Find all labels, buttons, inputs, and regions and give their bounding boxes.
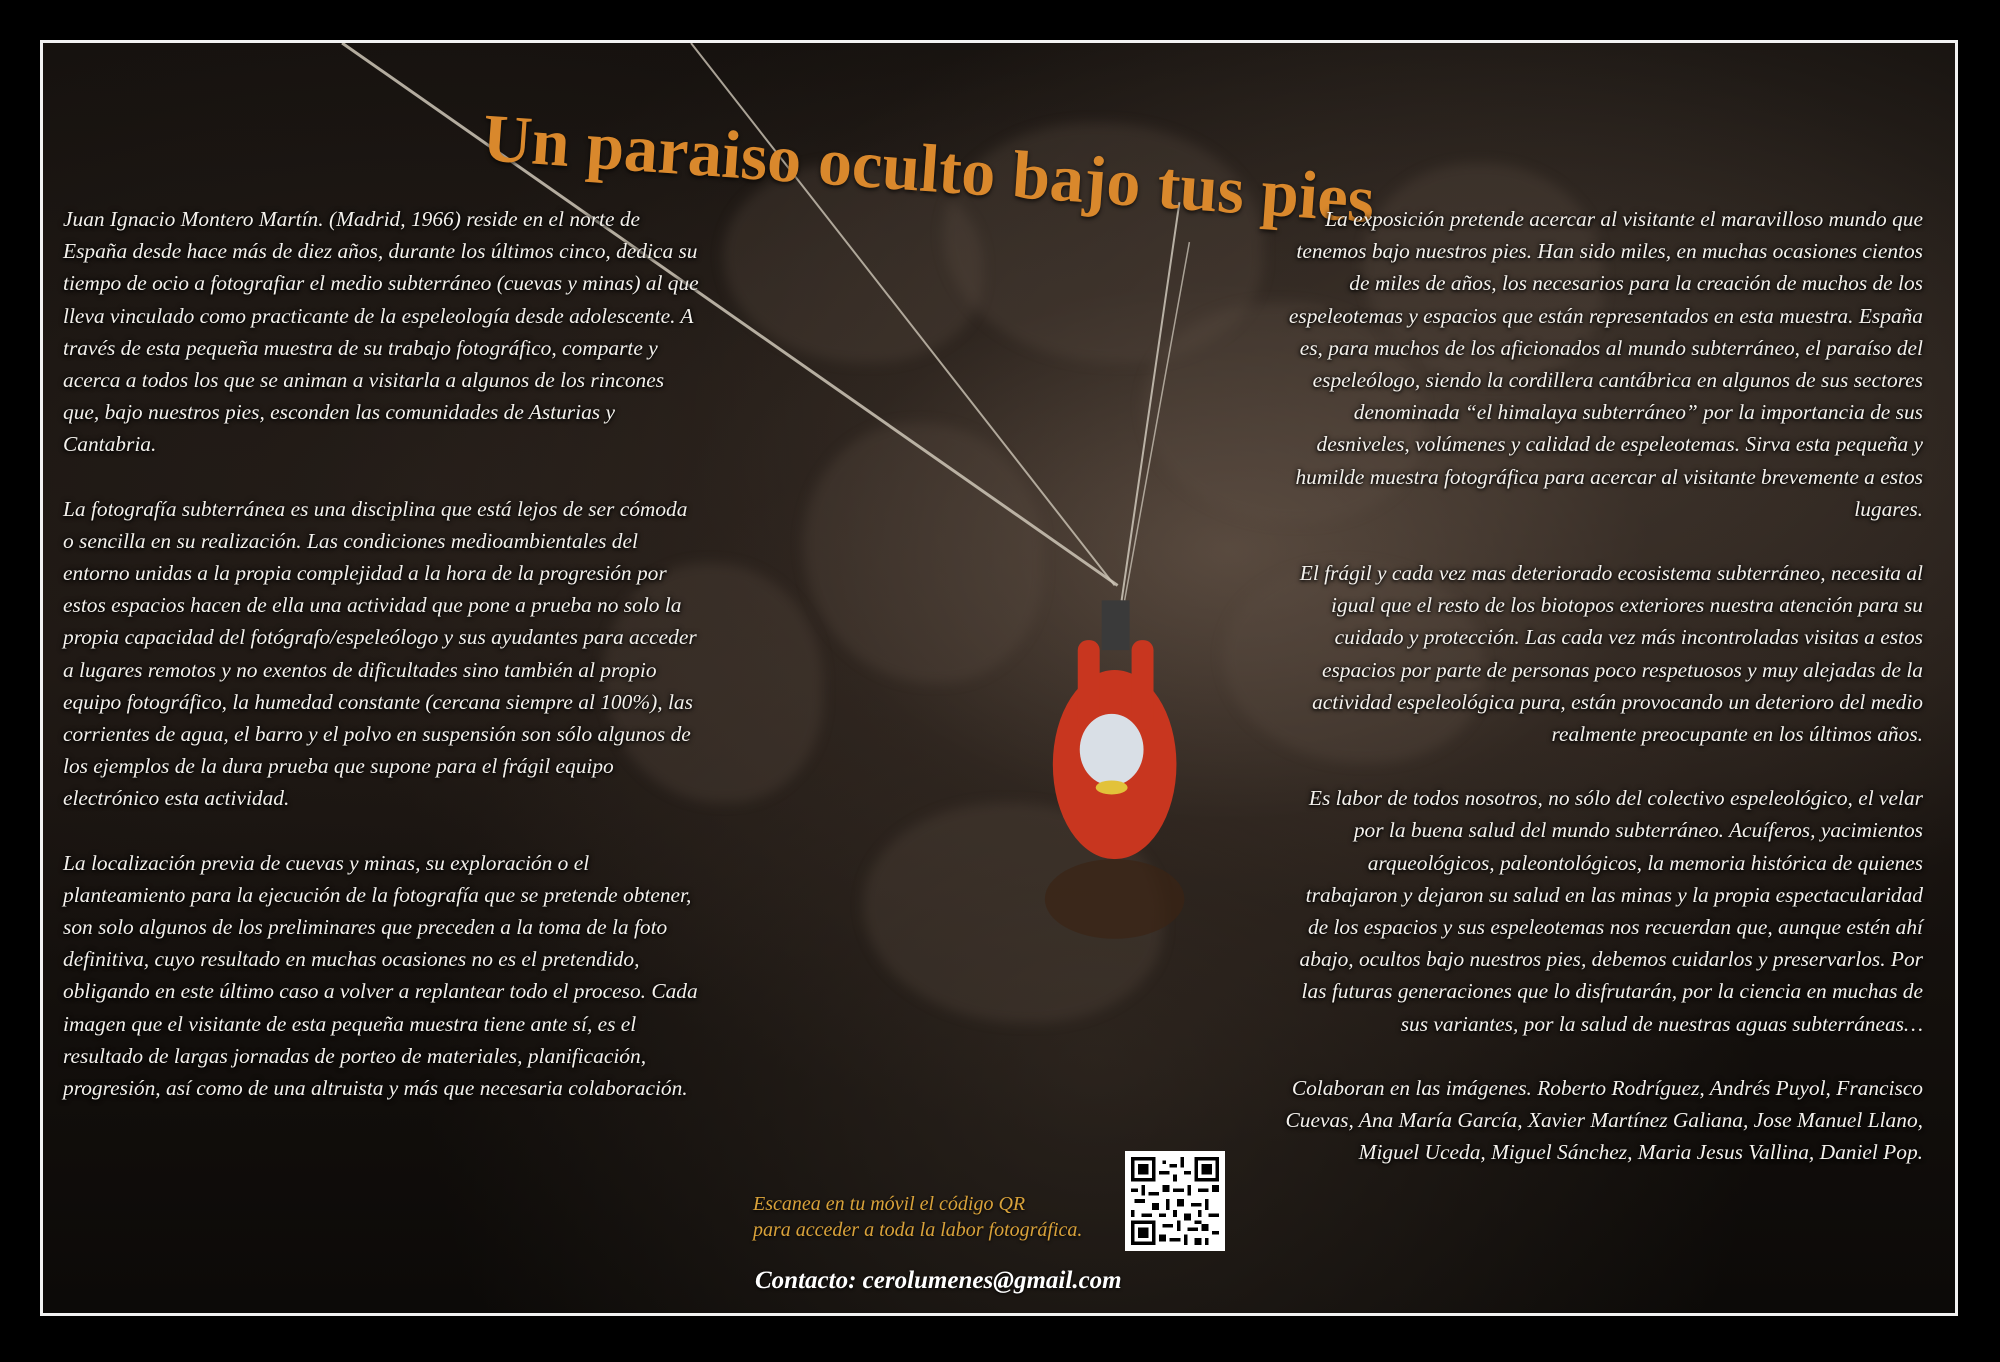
qr-code[interactable] (1125, 1151, 1225, 1251)
paragraph-collaborators: Colaboran en las imágenes. Roberto Rodríguez, Andrés Puyol, Francisco Cuevas, Ana María García, Xavier Martínez Galiana, Jose Manuel Llano, Miguel Uceda, Miguel Sánchez, Maria Jesus Vallina, Daniel Pop. (1285, 1075, 1923, 1165)
rope-right (1122, 202, 1180, 600)
right-text-column (1283, 203, 1923, 1200)
caver-figure (1045, 600, 1185, 938)
paragraph: La exposición pretende acercar al visitante el maravilloso mundo que tenemos bajo nuestros pies. Han sido miles, en muchas ocasiones cientos de miles de años, los necesarios para la creación de muchos de los espeleotemas y espacios que están representados en esta muestra. España es, para muchos de los aficionados al mundo subterráneo, el paraíso del espeleólogo, siendo la cordillera cantábrica en algunos de sus sectores denominada “el himalaya subterráneo” por la importancia de sus desniveles, volúmenes y calidad de espeleotemas. Sirva esta pequeña y humilde muestra fotográfica para acercar al visitante brevemente a estos lugares. (1288, 207, 1923, 521)
paragraph: La localización previa de cuevas y minas, su exploración o el planteamiento para la ejecución de la fotografía que se pretende obtener, son solo algunos de los preliminares que preceden a la toma de la foto definitiva, cuyo resultado en muchas ocasiones no es el pretendido, obligando en este último caso a volver a replantear todo el proceso. Cada imagen que el visitante de esta pequeña muestra tiene ante sí, es el resultado de largas jornadas de porteo de materiales, planificación, progresión, así como de una altruista y más que necesaria colaboración. (63, 850, 698, 1101)
qr-caption-line: Escanea en tu móvil el código QR (753, 1193, 1026, 1215)
paragraph: La fotografía subterránea es una disciplina que está lejos de ser cómoda o sencilla en su realización. Las condiciones medioambientales del entorno unidas a la propia complejidad a la hora de la progresión por estos espacios hacen de ella una actividad que pone a prueba no solo la propia capacidad del fotógrafo/espeleólogo y sus ayudantes para acceder a lugares remotos y no exentos de dificultades sino también al propio equipo fotográfico, la humedad constante (cercana siempre al 100%), las corrientes de agua, el barro y el polvo en suspensión son sólo algunos de los ejemplos de la dura prueba que supone para el frágil equipo electrónico esta actividad. (63, 496, 697, 811)
paragraph: Juan Ignacio Montero Martín. (Madrid, 1966) reside en el norte de España desde hace más de diez años, durante los últimos cinco, dedica su tiempo de ocio a fotografiar el medio subterráneo (cuevas y minas) al que lleva vinculado como practicante de la espeleología desde adolescente. A través de esta pequeña muestra de su trabajo fotográfico, comparte y acerca a todos los que se animan a visitarla a algunos de los rincones que, bajo nuestros pies, esconden las comunidades de Asturias y Cantabria. (63, 207, 699, 457)
paragraph: El frágil y cada vez mas deteriorado ecosistema subterráneo, necesita al igual que el resto de los biotopos exteriores nuestra atención para su cuidado y protección. Las cada vez más incontroladas visitas a estos espacios por parte de personas poco respetuosos y muy alejadas de la actividad espeleológica pura, están provocando un deterioro del medio realmente preocupante en los últimos años. (1299, 561, 1923, 747)
rope-right-2 (1125, 242, 1190, 600)
qr-caption-line: para acceder a toda la labor fotográfica. (753, 1219, 1083, 1241)
poster-frame (40, 40, 1958, 1316)
qr-caption (753, 1191, 1153, 1243)
paragraph: Es labor de todos nosotros, no sólo del colectivo espeleológico, el velar por la buena salud del mundo subterráneo. Acuíferos, yacimientos arqueológicos, paleontológicos, la memoria histórica de quienes trabajaron y dejaron su salud en las minas y la propia espectacularidad de los espacios y sus espeleotemas nos recuerdan que, aunque estén ahí abajo, ocultos bajo nuestros pies, debemos cuidarlos y preservarlos. Por las futuras generaciones que lo disfrutarán, por la ciencia en muchas de sus variantes, por la salud de nuestras aguas subterráneas… (1299, 786, 1923, 1036)
left-text-column (63, 203, 703, 1136)
qr-code-icon (1131, 1157, 1219, 1245)
page-title: Un paraiso oculto bajo tus pies (480, 99, 1378, 238)
contact-email[interactable]: Contacto: cerolumenes@gmail.com (755, 1267, 1122, 1294)
